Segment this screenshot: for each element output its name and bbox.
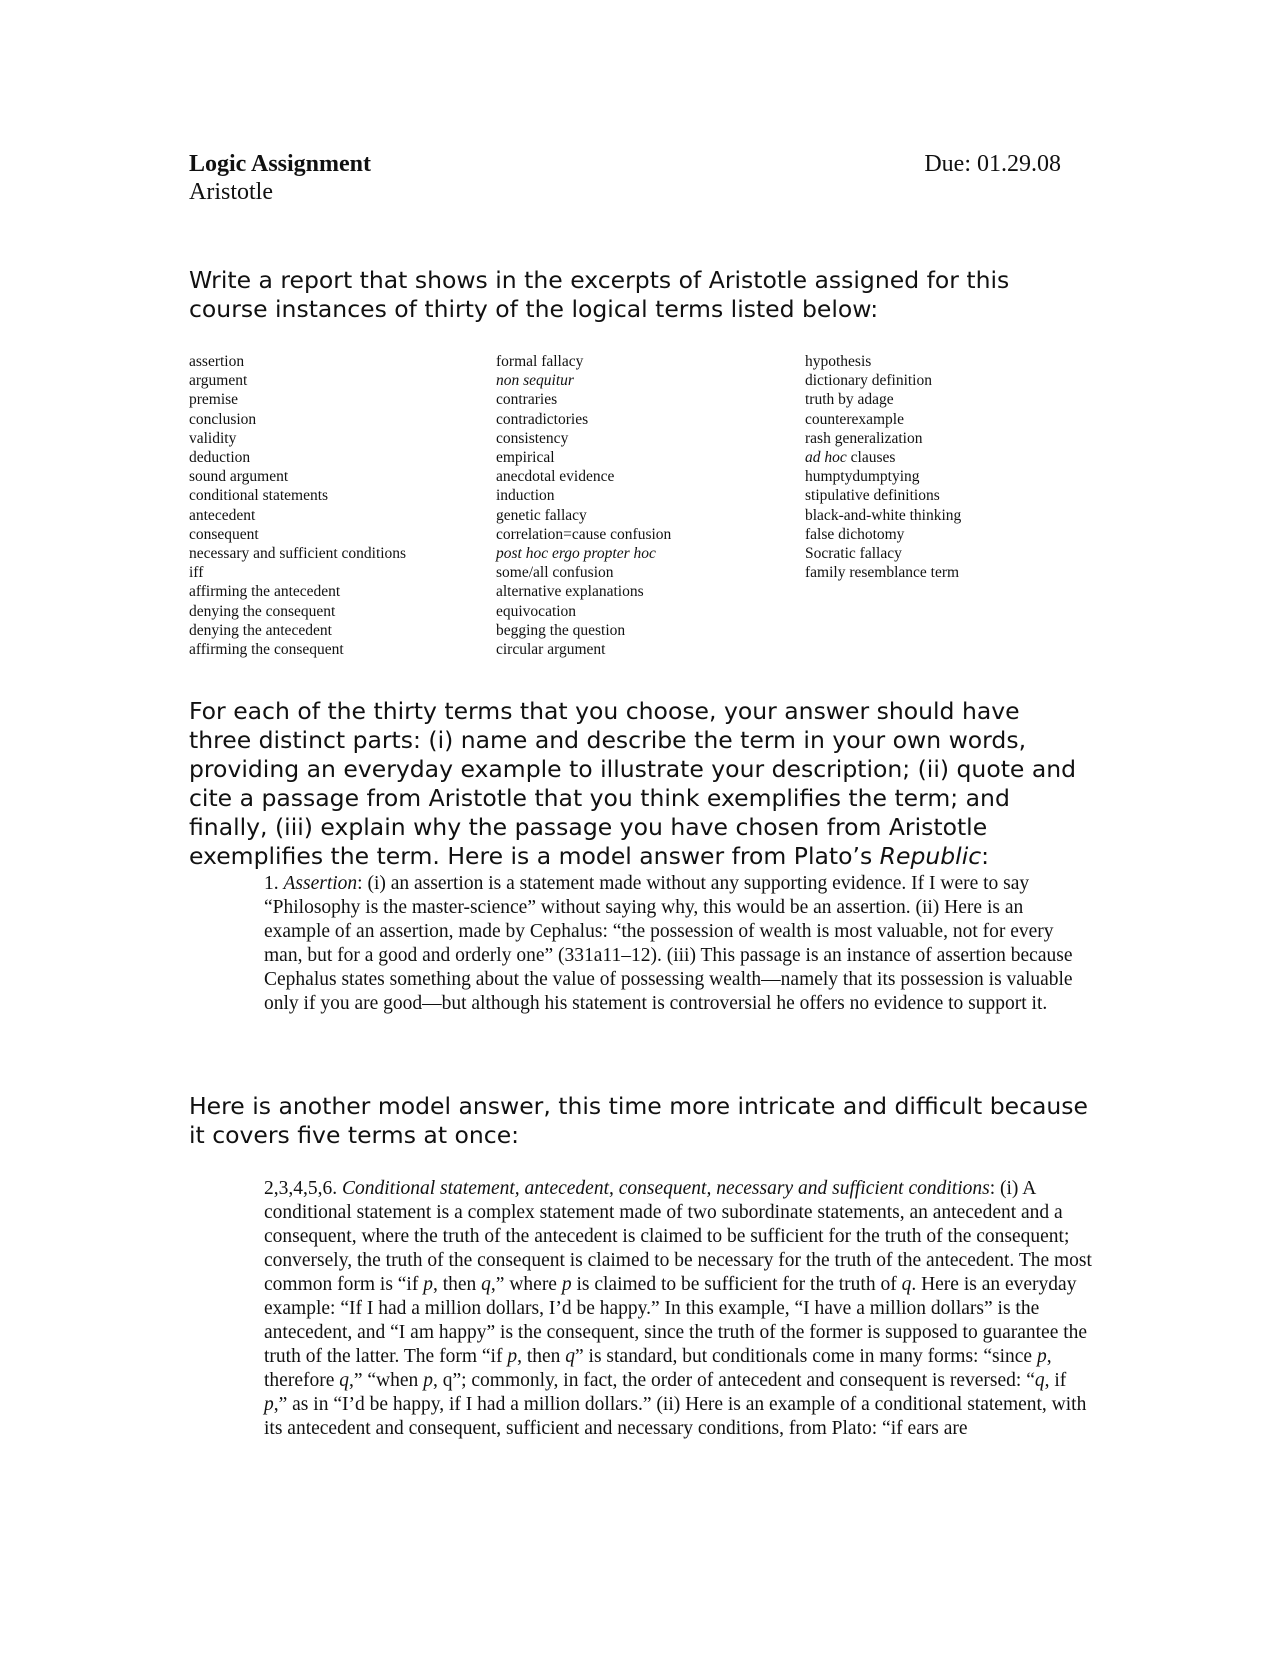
var-p: p [423,1370,433,1391]
terms-column-2 [496,352,671,659]
term-item: dictionary definition [805,372,932,390]
instructions-end: : [981,842,990,870]
term-item: denying the consequent [189,602,336,620]
term-item: contraries [496,391,558,409]
model-answer-1 [264,872,1094,1016]
term-item: assertion [189,353,245,370]
term-item: deduction [189,449,251,467]
term-item: family resemblance term [805,564,960,582]
term-item: alternative explanations [496,583,644,601]
term-item: equivocation [496,602,577,620]
var-q: q [901,1274,912,1295]
text-run: is claimed to be sufficient for the truth of [571,1274,902,1295]
term-item: rash generalization [805,429,923,447]
term-item: stipulative definitions [805,487,940,505]
model-terms: Conditional statement, antecedent, consequent, necessary and sufficient conditions [342,1178,990,1199]
var-q: q [481,1274,491,1295]
term-item: some/all confusion [496,564,614,582]
var-p: p [264,1394,274,1415]
var-p: p [507,1346,518,1367]
text-run: ,” where [490,1274,562,1295]
model-body: : (i) an assertion is a statement made without any supporting evidence. If I were to say “Philosophy is the master-science” without saying why, this would be an assertion. (ii) Here is an example of an assertion, made by Cephalus: “the possession of wealth is most valuable, not for every man, but for a good and orderly one” (331a11–12). (iii) This passage is an instance of assertion because Cephalus states something about the value of possessing wealth—namely that its possession is valuable only if you are good—but although his statement is controversial he offers no evidence to support it. [264,873,1073,1014]
model-number: 1. [264,873,279,894]
var-p: p [423,1274,433,1295]
instructions-text: For each of the thirty terms that you choose, your answer should have three distinct parts: (i) name and describe the term in your own words, providing an everyday example to illustrate your description; (ii) quote and cite a passage from Aristotle that you think exemplifies the term; and finally, (iii) explain why the passage you have chosen from Aristotle exemplifies the term. Here is a model answer from Plato’s [189,697,1077,870]
term-item: Socratic fallacy [805,545,902,563]
term-item: contradictories [496,410,589,428]
term-item: correlation=cause confusion [496,525,672,543]
term-item: conditional statements [189,487,329,505]
model-answer-2 [264,1177,1094,1441]
term-item: false dichotomy [805,525,905,543]
book-title: Republic [879,842,982,870]
document-subtitle: Aristotle [189,179,273,205]
text-run: ” is standard, but conditionals come in many forms: “since [575,1346,1037,1367]
model-term: Assertion [283,873,358,894]
term-item: affirming the consequent [189,641,344,659]
terms-column-1 [189,352,406,659]
term-item: circular argument [496,641,606,659]
term-item: consistency [496,429,569,447]
term-item: anecdotal evidence [496,468,615,486]
term-item: black-and-white thinking [805,506,962,524]
term-item: non sequitur [496,372,574,390]
term-item: sound argument [189,468,289,486]
term-item: induction [496,487,555,505]
text-run: , if [1044,1370,1067,1391]
document-header [189,150,1061,206]
due-date: Due: 01.29.08 [924,151,1061,177]
model-number: 2,3,4,5,6. [264,1178,338,1199]
term-item: conclusion [189,410,257,428]
second-model-intro: Here is another model answer, this time more intricate and difficult because it covers five terms at once: [189,1092,1088,1149]
text-run: , q”; commonly, in fact, the order of antecedent and consequent is reversed: “ [432,1370,1035,1391]
term-item: post hoc ergo propter hoc [496,545,656,563]
text-run: , then [432,1274,482,1295]
term-item: validity [189,429,237,447]
term-item: affirming the antecedent [189,583,341,601]
intro-paragraph: Write a report that shows in the excerpts of Aristotle assigned for this course instances of thirty of the logical terms listed below: [189,266,1010,323]
text-run: : (i) A conditional statement is a complex statement made of two subordinate statements, an antecedent and a consequent, where the truth of the antecedent is claimed to be sufficient for the truth of the consequent; conversely, the truth of the consequent is claimed to be necessary for the truth of the antecedent. The most common form is “if [264,1178,1092,1295]
var-q: q [1034,1370,1045,1391]
text-run: , then [517,1346,566,1367]
instructions-paragraph [189,697,1089,871]
term-item: consequent [189,525,259,543]
term-item: formal fallacy [496,353,584,370]
term-item: premise [189,391,239,409]
text-run: , therefore [264,1346,1052,1391]
text-run: ,” as in “I’d be happy, if I had a million dollars.” (ii) Here is an example of a conditional statement, with its antecedent and consequent, sufficient and necessary conditions, from Plato: “if ears are [264,1394,1087,1439]
term-item [805,448,961,467]
var-p: p [1036,1346,1047,1367]
document-title: Logic Assignment [189,151,372,177]
term-item: begging the question [496,621,626,639]
terms-column-3 [805,352,961,582]
var-q: q [339,1370,349,1391]
term-item: empirical [496,449,555,467]
var-q: q [565,1346,576,1367]
term-item: iff [189,564,204,582]
term-item: antecedent [189,506,256,524]
text-run: ,” “when [349,1370,424,1391]
term-roman-part: clauses [850,449,896,467]
term-item: denying the antecedent [189,621,332,639]
term-item: humptydumptying [805,468,920,486]
term-item: necessary and sufficient conditions [189,545,407,563]
term-item: genetic fallacy [496,506,587,524]
var-p: p [561,1274,572,1295]
term-item: counterexample [805,410,904,428]
term-item: hypothesis [805,353,872,370]
term-item: argument [189,372,248,390]
term-item: truth by adage [805,391,894,409]
term-italic-part: ad hoc [805,449,847,467]
text-run: . Here is an everyday example: “If I had a million dollars, I’d be happy.” In this example, “I have a million dollars” is the antecedent, and “I am happy” is the consequent, since the truth of the former is supposed to guarantee the truth of the latter. The form “if [264,1274,1088,1367]
